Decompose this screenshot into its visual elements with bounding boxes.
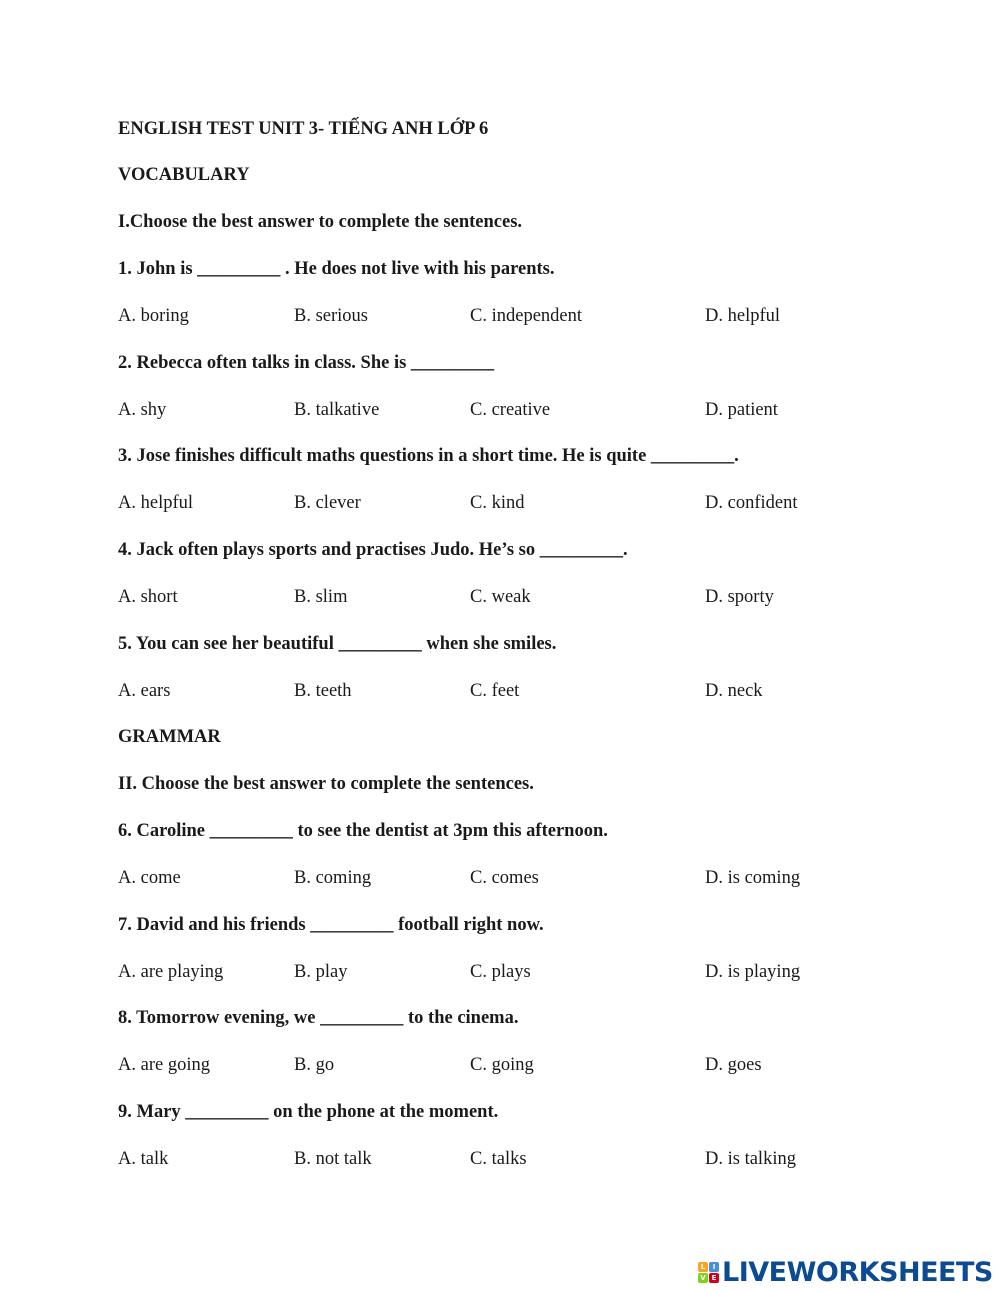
question-6: 6. Caroline _________ to see the dentist at 3pm this afternoon.: [118, 821, 608, 841]
option-b[interactable]: B. slim: [294, 587, 348, 607]
option-c[interactable]: C. weak: [470, 587, 531, 607]
option-d[interactable]: D. sporty: [705, 587, 774, 607]
option-a[interactable]: A. come: [118, 868, 181, 888]
badge-letter-e: E: [709, 1273, 719, 1283]
badge-letter-i: I: [709, 1262, 719, 1272]
option-b[interactable]: B. talkative: [294, 400, 380, 420]
instruction-1: I.Choose the best answer to complete the sentences.: [118, 212, 523, 232]
option-a[interactable]: A. are playing: [118, 962, 224, 982]
option-c[interactable]: C. feet: [470, 681, 520, 701]
option-a[interactable]: A. helpful: [118, 493, 194, 513]
instruction-2: II. Choose the best answer to complete the sentences.: [118, 774, 534, 794]
option-a[interactable]: A. ears: [118, 681, 171, 701]
option-b[interactable]: B. clever: [294, 493, 361, 513]
section-heading-vocabulary: VOCABULARY: [118, 165, 250, 185]
option-b[interactable]: B. coming: [294, 868, 372, 888]
option-b[interactable]: B. not talk: [294, 1149, 372, 1169]
option-c[interactable]: C. independent: [470, 306, 583, 326]
option-d[interactable]: D. is talking: [705, 1149, 796, 1169]
question-2: 2. Rebecca often talks in class. She is _________: [118, 353, 495, 373]
question-9: 9. Mary _________ on the phone at the moment.: [118, 1102, 499, 1122]
logo-badge-icon: [698, 1262, 719, 1283]
option-d[interactable]: D. neck: [705, 681, 763, 701]
option-c[interactable]: C. creative: [470, 400, 551, 420]
logo-text: LIVEWORKSHEETS: [722, 1256, 993, 1288]
question-7: 7. David and his friends _________ football right now.: [118, 915, 544, 935]
option-b[interactable]: B. go: [294, 1055, 335, 1075]
option-b[interactable]: B. serious: [294, 306, 368, 326]
badge-letter-v: V: [698, 1273, 708, 1283]
option-b[interactable]: B. teeth: [294, 681, 352, 701]
option-a[interactable]: A. short: [118, 587, 178, 607]
question-3: 3. Jose finishes difficult maths questions in a short time. He is quite _________.: [118, 446, 739, 466]
page-title: ENGLISH TEST UNIT 3- TIẾNG ANH LỚP 6: [118, 119, 489, 139]
option-d[interactable]: D. helpful: [705, 306, 781, 326]
section-heading-grammar: GRAMMAR: [118, 727, 221, 747]
option-a[interactable]: A. are going: [118, 1055, 210, 1075]
option-c[interactable]: C. plays: [470, 962, 531, 982]
option-c[interactable]: C. going: [470, 1055, 534, 1075]
option-a[interactable]: A. boring: [118, 306, 189, 326]
option-d[interactable]: D. is playing: [705, 962, 801, 982]
option-d[interactable]: D. is coming: [705, 868, 801, 888]
badge-letter-l: L: [698, 1262, 708, 1272]
option-a[interactable]: A. shy: [118, 400, 167, 420]
option-a[interactable]: A. talk: [118, 1149, 169, 1169]
option-c[interactable]: C. comes: [470, 868, 539, 888]
option-c[interactable]: C. kind: [470, 493, 525, 513]
option-d[interactable]: D. confident: [705, 493, 798, 513]
option-c[interactable]: C. talks: [470, 1149, 527, 1169]
liveworksheets-logo: [698, 1256, 993, 1288]
question-5: 5. You can see her beautiful _________ when she smiles.: [118, 634, 557, 654]
option-d[interactable]: D. goes: [705, 1055, 762, 1075]
question-8: 8. Tomorrow evening, we _________ to the cinema.: [118, 1008, 519, 1028]
option-b[interactable]: B. play: [294, 962, 348, 982]
option-d[interactable]: D. patient: [705, 400, 778, 420]
question-1: 1. John is _________ . He does not live with his parents.: [118, 259, 555, 279]
question-4: 4. Jack often plays sports and practises Judo. He’s so _________.: [118, 540, 628, 560]
